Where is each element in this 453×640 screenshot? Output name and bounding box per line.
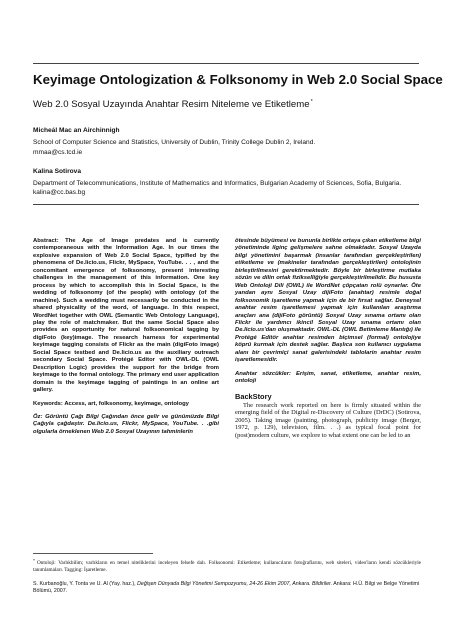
subtitle-text: Web 2.0 Sosyal Uzayında Anahtar Resim Niteleme ve Etiketleme	[33, 99, 310, 110]
citation-suffix: Ankara: H.Ü. Bilgi ve Belge Yönetimi Bölümü, 2007.	[33, 581, 420, 594]
ozet-paragraph	[33, 414, 219, 436]
citation-italic: Değişen Dünyada Bilgi Yönetimi Sempozyumu, 24-26 Ekim 2007, Ankara. Bildiriler.	[137, 581, 333, 587]
author-2-affiliation: Department of Telecommunications, Institute of Mathematics and Informatics, Bulgarian Academy of Sciences, Sofia, Bulgaria. kalina@cc.bas.bg	[33, 180, 402, 197]
ozet-continued-paragraph: ötesinde büyümesi ve bununla birlikte ortaya çıkan etiketleme bilgi yönetiminde ilginç gelişmelere sahne olmaktadır. Sosyal Uzayda bilgi yönetimini başarmak (insanlar tarafından gerçekleştirilen) etiketleme ve (makineler tarafından gerçekleştirilen) ontolojinin birleştirilmesini gerektirmektedir. Böyle bir birleştirme mutlaka sözün ve dilin ortak fizikselliğiyle gerçekleştirilmelidir. Bu hususta Web Ontoloji Dili (OWL) ile WordNet çöpçatan rolü oynarlar. Öte yandan aynı Sosyal Uzay dijiFoto (anahtar) resimle doğal folksonomik işaretleme yapmak için de bir fırsat sağlar. Deneysel anahtar resim işaretlemesi yapmak için kullanılan araştırma araçları ana (dijiFoto görüntü) Sosyal Uzay sınama ortamı olan Flickr ile yardımcı ikincil Sosyal Uzay sınama ortamı olan De.licio.us'dan oluşmaktadır. OWL-DL (OWL Betimleme Mantığı) ile Protégé Editör anahtar resimden biçimsel (formal) ontolojiye köprü kurmak için destek sağlar. Başlıca son kullanıcı uygulama alanı bir çevrimiçi sanat galerisindeki tablolarin anahtar resim işaretlemesidir.	[235, 238, 421, 364]
paper-subtitle	[33, 96, 423, 111]
abstract-text: The Age of Image predates and is currently contemporaneous with the Information Age. In our times the explosive expansion of Web 2.0 Social Space, typified by the phenomena of De.licio.us, Flickr, MySpace, YouTube. . . , and the concomitant emergence of folksonomy, present interesting challenges in the management of this information. One key process by which to accomplish this in Social Space, is the wedding of folksonomy (of the people) with ontology (of the machine). Such a wedding must necessarily be conducted in the shared physicality of the word, of language. In this respect, WordNet together with OWL (Semantic Web Ontology Language), play the role of matchmaker. But the same Social Space also provides an opportunity for natural folksonomical tagging by digiFoto (key)image. The research harness for experimental keyimage tagging consists of Flickr as the main (digiFoto image) Social Space testbed and De.licio.us as the auxiliary outreach secondary Social Space. Protégé Editor with OWL-DL (OWL Description Logic) provides the support for the bridge from keyimage to the formal ontology. The primary end user application domain is the keyimage tagging of paintings in an online art gallery.	[33, 238, 219, 394]
keywords-text: Access, art, folksonomy, keyimage, ontology	[64, 400, 189, 407]
citation	[33, 581, 421, 595]
abstract-label: Abstract:	[33, 238, 59, 244]
section-text: The research work reported on here is firmly situated within the emerging field of the Digital re-Discovery of Culture (DrDC) (Sotirova, 2005). Taking image (painting, photograph, publicity image (Berger, 1972, p. 129), television, film. . .) as typical focal point for (post)modern culture, we explore to what extent one can be led to an	[235, 401, 421, 439]
author-1-name: Micheál Mac an Airchinnigh	[33, 127, 120, 134]
footnote-marker: *	[33, 558, 35, 563]
top-rule	[33, 63, 419, 64]
anahtar-paragraph	[235, 371, 421, 386]
ozet-label: Öz:	[33, 413, 43, 420]
left-column	[33, 238, 219, 436]
author-1-email: mmaa@cs.tcd.ie	[33, 149, 83, 156]
right-column	[235, 238, 421, 439]
footnote-rule	[33, 553, 153, 554]
header-bottom-rule	[33, 204, 419, 205]
abstract-paragraph	[33, 238, 219, 395]
author-2-name: Kalina Sotirova	[33, 168, 82, 175]
anahtar-text: Erişim, sanat, etiketleme, anahtar resim, ontoloji	[235, 370, 421, 385]
section-heading: BackStory	[235, 391, 272, 401]
citation-prefix: S. Kurbanoğlu, Y. Tonta ve U. Al (Yay. haz.),	[33, 581, 136, 587]
subtitle-footnote-marker: *	[310, 99, 313, 105]
keywords-label: Keywords:	[33, 400, 63, 407]
footnote	[33, 558, 421, 573]
footnote-text: Ontoloji: Varlıkbilim; varlıkların en temel niteliklerini inceleyen felsefe dalı. Folksonomi: Etiketleme; kullanıcıların fotoğraflarını, web siteleri, video'ların kendi sözcükleriyle tanımlamaları. Tagging: İşaretleme.	[33, 560, 421, 573]
keywords-paragraph	[33, 401, 219, 408]
ozet-text: Görüntü Çağı Bilgi Çağından önce gelir ve günümüzde Bilgi Çağıyla çağdaştır. De.licio.us, Flickr, MySpace, YouTube. . .gibi olgularla örneklenen Web 2.0 Sosyal Uzayının tahminlerin	[33, 413, 220, 435]
paper-title: Keyimage Ontologization & Folksonomy in Web 2.0 Social Space	[33, 72, 443, 87]
anahtar-label: Anahtar sözcükler:	[235, 370, 291, 377]
author-1-affiliation: School of Computer Science and Statistics, University of Dublin, Trinity College Dublin 2, Ireland.	[33, 139, 316, 146]
